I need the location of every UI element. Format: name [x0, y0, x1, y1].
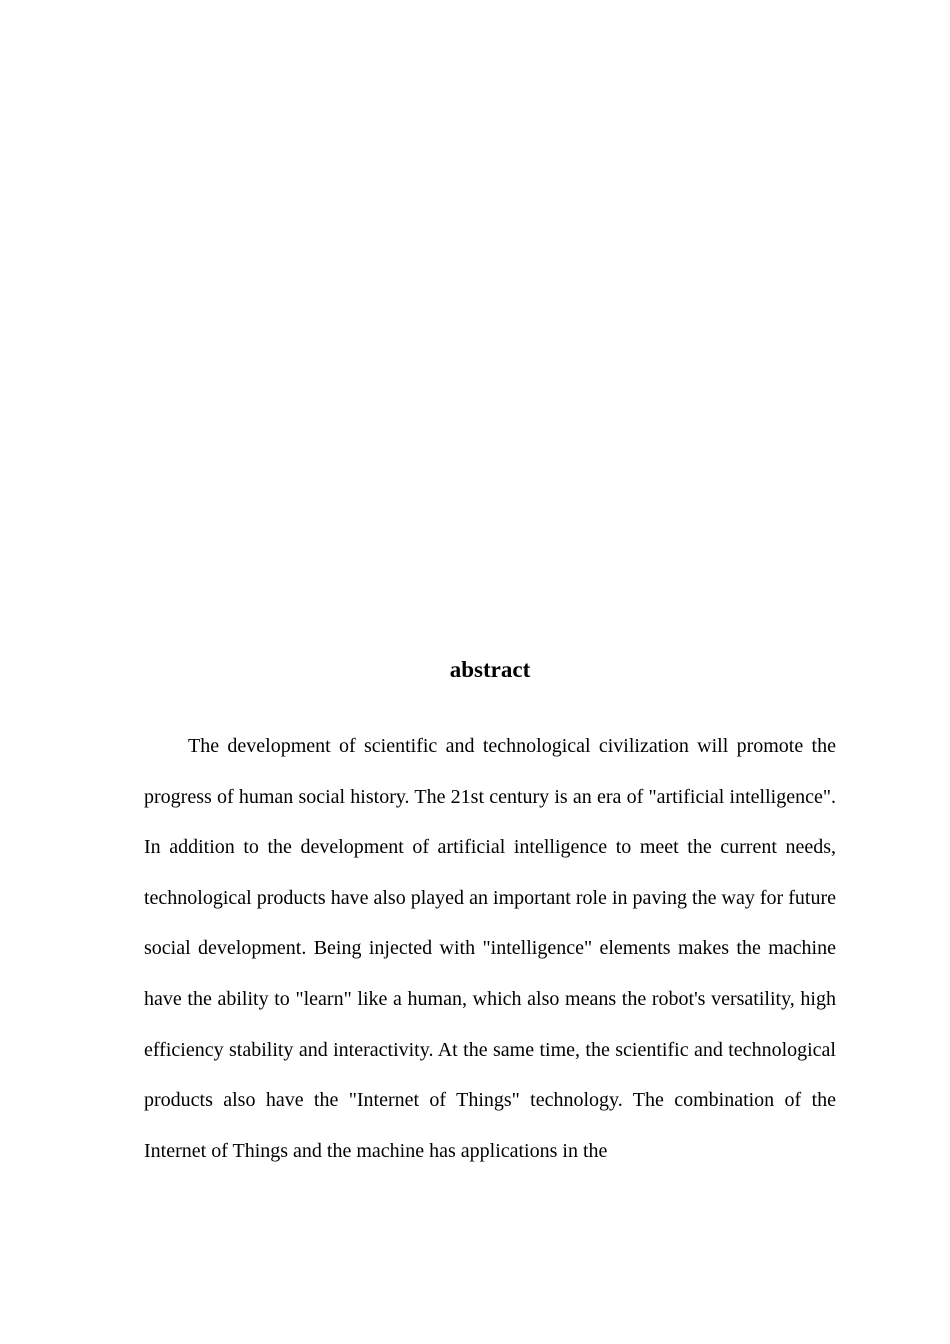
abstract-paragraph: The development of scientific and technological civilization will promote the progress of human social history. The 21st century is an era of "artificial intelligence". In addition to the development of artificial intelligence to meet the current needs, technological products have also played an important role in paving the way for future social development. Being injected with "intelligence" elements makes the machine have the ability to "learn" like a human, which also means the robot's versatility, high efficiency stability and interactivity. At the same time, the scientific and technological products also have the "Internet of Things" technology. The combination of the Internet of Things and the machine has applications in the	[144, 735, 836, 1162]
abstract-heading: abstract	[449, 657, 531, 682]
